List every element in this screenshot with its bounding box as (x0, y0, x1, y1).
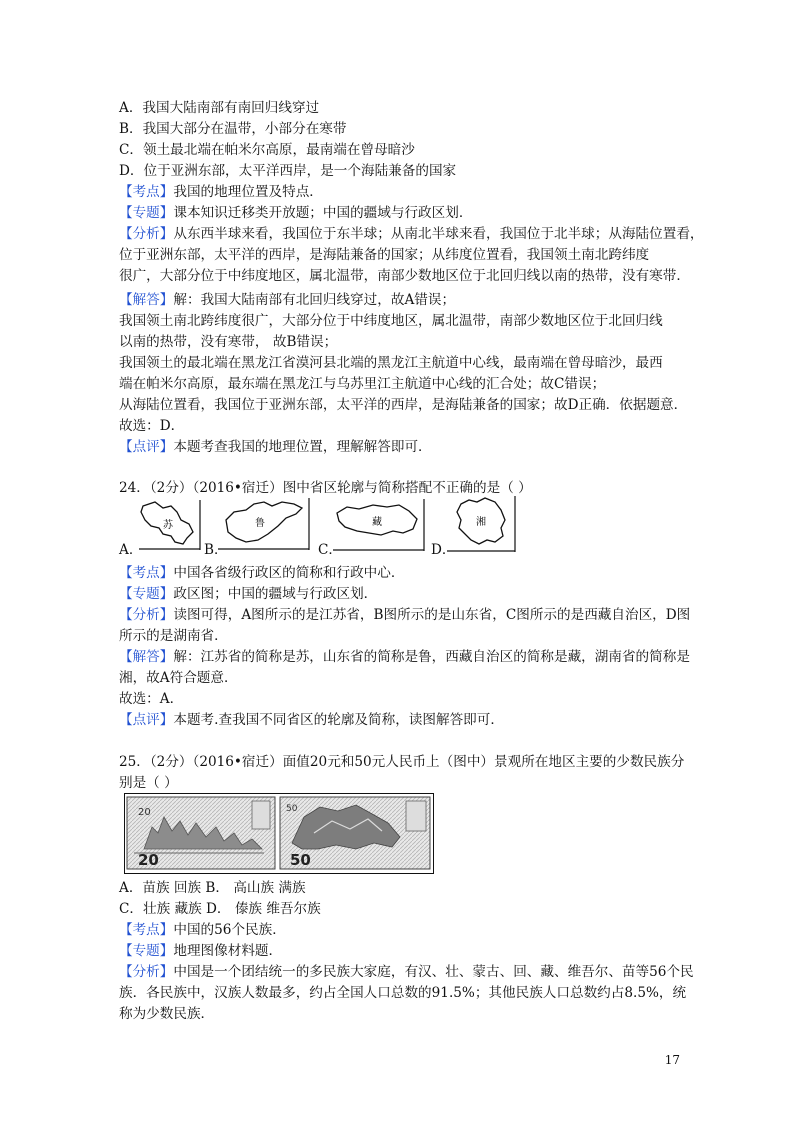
q24-kaodian-line (119, 563, 404, 583)
q24-label-c: C． (318, 542, 342, 558)
q24-label-a: A． (119, 542, 143, 558)
banknote-20 (127, 797, 275, 869)
zhuanti-tag: 【专题】 (119, 205, 174, 221)
q25-option-ab: A．苗族 回族 B． 高山族 满族 (119, 880, 306, 896)
q25-stem-line-1: 25．（2分）（2016•宿迁）面值20元和50元人民币上（图中）景观所在地区主要的少数民族分 (119, 754, 685, 770)
map-label-zang: 藏 (372, 517, 382, 528)
page-number: 17 (664, 1053, 680, 1067)
q24-fenxi-text: 读图可得，A图所示的是江苏省，B图所示的是山东省，C图所示的是西藏自治区，D图 (173, 607, 691, 623)
q25-fenxi-text: 中国是一个团结统一的多民族大家庭，有汉、壮、蒙古、回、藏、维吾尔、苗等56个民 (173, 964, 694, 980)
dianping-tag: 【点评】 (119, 439, 174, 455)
q25-kaodian-line (119, 920, 286, 940)
q25-zhuanti-line (119, 941, 282, 961)
q25-option-cd: C．壮族 藏族 D． 傣族 维吾尔族 (119, 901, 321, 917)
q25-fenxi-line-3: 称为少数民族． (119, 1006, 215, 1022)
q24-label-b: B． (204, 542, 228, 558)
q25-kaodian-text: 中国的56个民族． (173, 922, 286, 938)
map-jiangsu (137, 498, 203, 556)
banknote-50 (280, 797, 430, 869)
q24-fenxi-line-1 (119, 605, 690, 625)
map-shandong (218, 496, 312, 554)
banknote-20-small-denomination: 20 (138, 807, 151, 818)
q24-label-d: D． (431, 542, 456, 558)
option-b: B．我国大部分在温带，小部分在寒带 (119, 121, 347, 137)
q25-fenxi-tag: 【分析】 (119, 964, 174, 980)
q24-zhuanti-tag: 【专题】 (119, 586, 174, 602)
jieda-line-1 (119, 290, 455, 310)
jieda-line-5: 端在帕米尔高原，最东端在黑龙江与乌苏里江主航道中心线的汇合处；故C错误； (119, 376, 606, 392)
q24-zhuanti-text: 政区图；中国的疆域与行政区划． (173, 586, 378, 602)
q25-kaodian-tag: 【考点】 (119, 922, 174, 938)
jieda-tag: 【解答】 (119, 292, 174, 308)
map-label-su: 苏 (163, 520, 173, 531)
q24-dianping-tag: 【点评】 (119, 712, 174, 728)
q24-zhuanti-line (119, 584, 377, 604)
banknote-50-denomination: 50 (290, 851, 311, 869)
kaodian-line (119, 182, 323, 202)
zhuanti-text: 课本知识迁移类开放题；中国的疆域与行政区划． (173, 205, 473, 221)
option-a: A．我国大陆南部有南回归线穿过 (119, 100, 320, 116)
q24-jieda-text: 解：江苏省的简称是苏，山东省的简称是鲁，西藏自治区的简称是藏，湖南省的简称是 (173, 649, 690, 665)
q25-zhuanti-text: 地理图像材料题． (173, 943, 283, 959)
q25-stem-line-2: 别是（ ） (119, 775, 178, 791)
fenxi-line-1 (119, 224, 704, 244)
q24-dianping-line (119, 710, 504, 730)
map-hunan (447, 494, 519, 556)
dianping-text: 本题考查我国的地理位置，理解解答即可． (173, 439, 432, 455)
banknote-50-small-denomination: 50 (286, 804, 298, 814)
jieda-line-6: 从海陆位置看，我国位于亚洲东部，太平洋的西岸，是海陆兼备的国家；故D正确．依据题意． (119, 397, 688, 413)
q24-jieda-line-3: 故选：A． (119, 691, 184, 707)
map-label-xiang: 湘 (476, 517, 486, 528)
jieda-line-7: 故选：D． (119, 418, 185, 434)
map-xizang (333, 497, 427, 555)
banknote-figure (124, 793, 436, 875)
q24-fenxi-tag: 【分析】 (119, 607, 174, 623)
jieda-text: 解：我国大陆南部有北回归线穿过，故A错误； (173, 292, 456, 308)
q24-jieda-line-2: 湘，故A符合题意． (119, 670, 238, 686)
q24-kaodian-tag: 【考点】 (119, 565, 174, 581)
fenxi-line-3: 很广，大部分位于中纬度地区，属北温带，南部少数地区位于北回归线以南的热带，没有寒带． (119, 268, 690, 284)
q24-jieda-tag: 【解答】 (119, 649, 174, 665)
fenxi-tag: 【分析】 (119, 226, 174, 242)
fenxi-text: 从东西半球来看，我国位于东半球；从南北半球来看，我国位于北半球；从海陆位置看， (173, 226, 704, 242)
q25-fenxi-line-1 (119, 962, 694, 982)
jieda-line-4: 我国领土的最北端在黑龙江省漠河县北端的黑龙江主航道中心线，最南端在曾母暗沙，最西 (119, 355, 663, 371)
kaodian-tag: 【考点】 (119, 184, 174, 200)
option-c: C．领土最北端在帕米尔高原，最南端在曾母暗沙 (119, 142, 415, 158)
zhuanti-line (119, 203, 472, 223)
jieda-line-3: 以南的热带，没有寒带， 故B错误； (119, 334, 338, 350)
kaodian-text: 我国的地理位置及特点． (173, 184, 323, 200)
jieda-line-2: 我国领土南北跨纬度很广，大部分位于中纬度地区，属北温带，南部少数地区位于北回归线 (119, 313, 663, 329)
q24-kaodian-text: 中国各省级行政区的简称和行政中心． (173, 565, 405, 581)
q24-fenxi-line-2: 所示的是湖南省． (119, 628, 228, 644)
q25-zhuanti-tag: 【专题】 (119, 943, 174, 959)
q24-jieda-line-1 (119, 647, 690, 667)
fenxi-line-2: 位于亚洲东部，太平洋的西岸，是海陆兼备的国家；从纬度位置看，我国领土南北跨纬度 (119, 247, 650, 263)
dianping-line (119, 437, 432, 457)
q25-fenxi-line-2: 族．各民族中，汉族人数最多，约占全国人口总数的91.5%；其他民族人口总数约占8.5%，统 (119, 985, 687, 1001)
banknote-20-denomination: 20 (138, 851, 159, 869)
map-label-lu: 鲁 (255, 518, 265, 529)
option-d: D．位于亚洲东部，太平洋西岸，是一个海陆兼备的国家 (119, 163, 457, 179)
q24-stem: 24．（2分）（2016•宿迁）图中省区轮廓与简称搭配不正确的是（ ） (119, 480, 532, 496)
q24-dianping-text: 本题考.查我国不同省区的轮廓及简称，读图解答即可． (173, 712, 504, 728)
